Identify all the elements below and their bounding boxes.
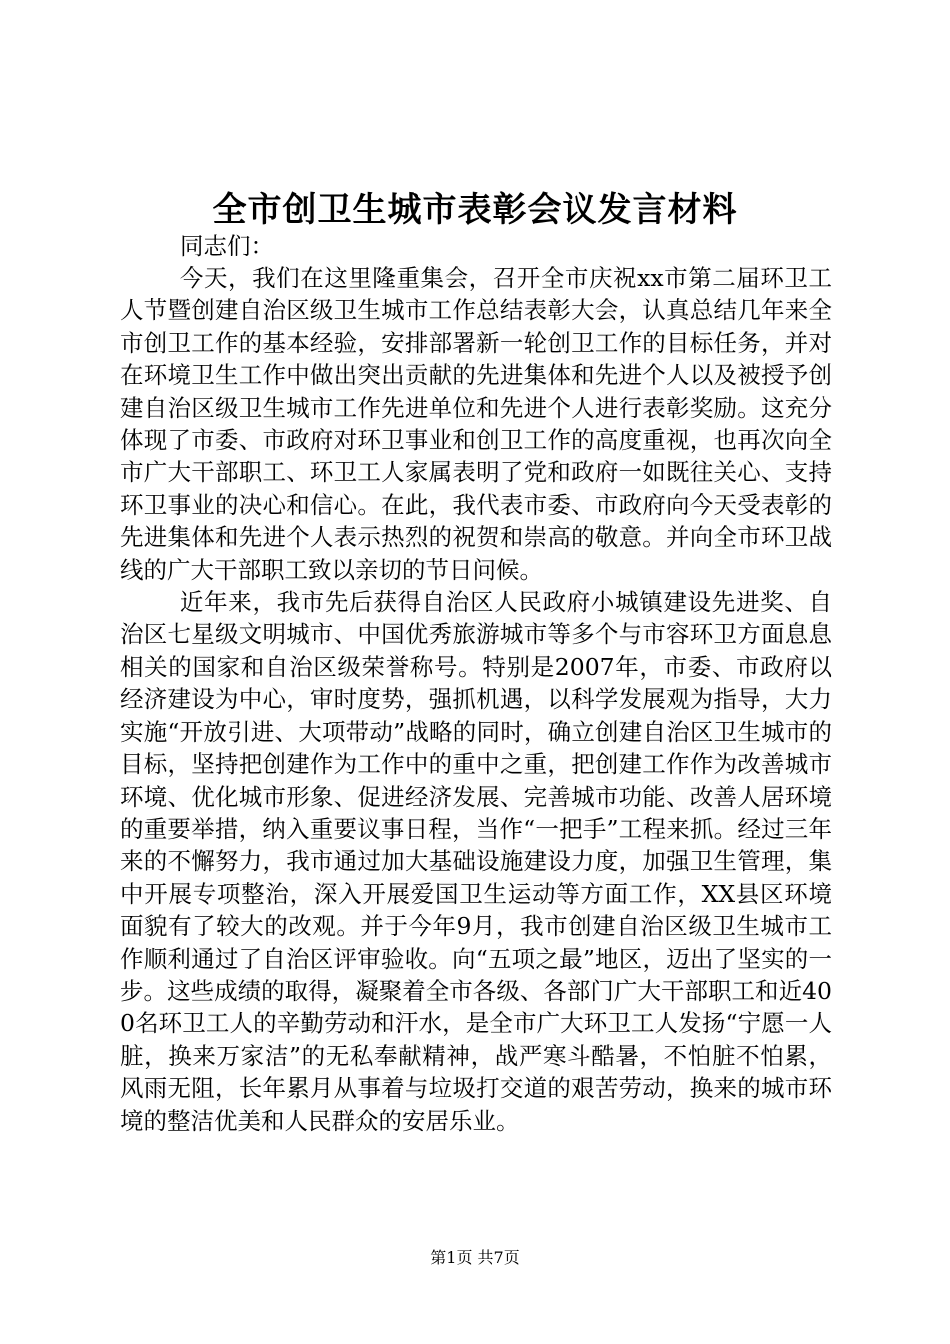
paragraph-1: 今天，我们在这里隆重集会，召开全市庆祝xx市第二届环卫工人节暨创建自治区级卫生城市工作总结表彰大会，认真总结几年来全市创卫工作的基本经验，安排部署新一轮创卫工作的目标任务，并对在环境卫生工作中做出突出贡献的先进集体和先进个人以及被授予创建自治区级卫生城市工作先进单位和先进个人进行表彰奖励。这充分体现了市委、市政府对环卫事业和创卫工作的高度重视，也再次向全市广大干部职工、环卫工人家属表明了党和政府一如既往关心、支持环卫事业的决心和信心。在此，我代表市委、市政府向今天受表彰的先进集体和先进个人表示热烈的祝贺和崇高的敬意。并向全市环卫战线的广大干部职工致以亲切的节日问候。	[120, 264, 832, 584]
page-number-footer: 第1页 共7页	[430, 1248, 520, 1267]
document-title: 全市创卫生城市表彰会议发言材料	[212, 190, 738, 230]
salutation: 同志们：	[180, 232, 274, 260]
document-body	[120, 262, 832, 1137]
paragraph-2: 近年来，我市先后获得自治区人民政府小城镇建设先进奖、自治区七星级文明城市、中国优秀旅游城市等多个与市容环卫方面息息相关的国家和自治区级荣誉称号。特别是2007年，市委、市政府以经济建设为中心，审时度势，强抓机遇，以科学发展观为指导，大力实施“开放引进、大项带动”战略的同时，确立创建自治区卫生城市的目标，坚持把创建作为工作中的重中之重，把创建工作作为改善城市环境、优化城市形象、促进经济发展、完善城市功能、改善人居环境的重要举措，纳入重要议事日程，当作“一把手”工程来抓。经过三年来的不懈努力，我市通过加大基础设施建设力度，加强卫生管理，集中开展专项整治，深入开展爱国卫生运动等方面工作，XX县区环境面貌有了较大的改观。并于今年9月，我市创建自治区级卫生城市工作顺利通过了自治区评审验收。向“五项之最”地区，迈出了坚实的一步。这些成绩的取得，凝聚着全市各级、各部门广大干部职工和近400名环卫工人的辛勤劳动和汗水，是全市广大环卫工人发扬“宁愿一人脏，换来万家洁”的无私奉献精神，战严寒斗酷暑，不怕脏不怕累，风雨无阻，长年累月从事着与垃圾打交道的艰苦劳动，换来的城市环境的整洁优美和人民群众的安居乐业。	[120, 588, 832, 1135]
